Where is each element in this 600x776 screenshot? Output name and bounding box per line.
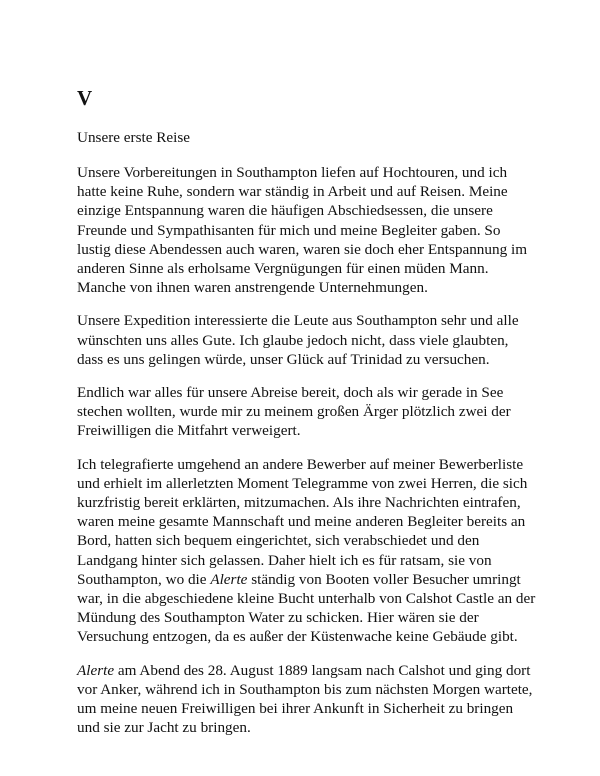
paragraph-5-text-after: am Abend des 28. August 1889 langsam nach Calshot und ging dort vor Anker, während ich in Southampton bis zum nächsten Morgen wartete, um meine neuen Freiwilligen bei ihrer Ankunft in Sicherheit zu bringen und sie zur Jacht zu bringen. — [77, 661, 533, 737]
ship-name: Alerte — [77, 661, 115, 679]
paragraph-1: Unsere Vorbereitungen in Southampton liefen auf Hochtouren, und ich hatte keine Ruhe, sondern war ständig in Arbeit und auf Reisen. Meine einzige Entspannung waren die häufigen Abschiedsessen, die unsere Freunde und Sympathisanten für mich und meine Begleiter gaben. So lustig diese Abendessen auch waren, waren sie doch eher Entspannung im anderen Sinne als erholsame Vergnügungen für einen müden Mann. Manche von ihnen waren anstrengende Unternehmungen. — [77, 164, 528, 297]
paragraph-2: Unsere Expedition interessierte die Leute aus Southampton sehr und alle wünschten uns alles Gute. Ich glaube jedoch nicht, dass viele glaubten, dass es uns gelingen würde, unser Glück auf Trinidad zu versuchen. — [77, 312, 519, 368]
paragraph-5 — [77, 661, 537, 738]
paragraph-4-text-before: Ich telegrafierte umgehend an andere Bewerber auf meiner Bewerberliste und erhielt im allerletzten Moment Telegramme von zwei Herren, die sich kurzfristig bereit erklärten, mitzumachen. Als ihre Nachrichten eintrafen, waren meine gesamte Mannschaft und meine anderen Begleiter bereits an Bord, hatten sich bequem eingerichtet, sich verabschiedet und den Landgang hinter sich gelassen. Daher hielt ich es für ratsam, sie von Southampton, wo die — [77, 455, 528, 588]
document-page — [77, 86, 537, 751]
paragraph-4 — [77, 455, 537, 647]
ship-name: Alerte — [210, 570, 248, 588]
paragraph-3: Endlich war alles für unsere Abreise bereit, doch als wir gerade in See stechen wollten, wurde mir zu meinem großen Ärger plötzlich zwei der Freiwilligen die Mitfahrt verweigert. — [77, 384, 511, 440]
chapter-number: V — [77, 86, 93, 110]
chapter-title: Unsere erste Reise — [77, 129, 191, 146]
paragraph-4-text-after: ständig von Booten voller Besucher umringt war, in die abgeschiedene kleine Bucht unterhalb von Calshot Castle an der Mündung des Southampton Water zu schicken. Hier wären sie der Versuchung entzogen, da es außer der Küstenwache keine Gebäude gibt. — [77, 570, 536, 646]
